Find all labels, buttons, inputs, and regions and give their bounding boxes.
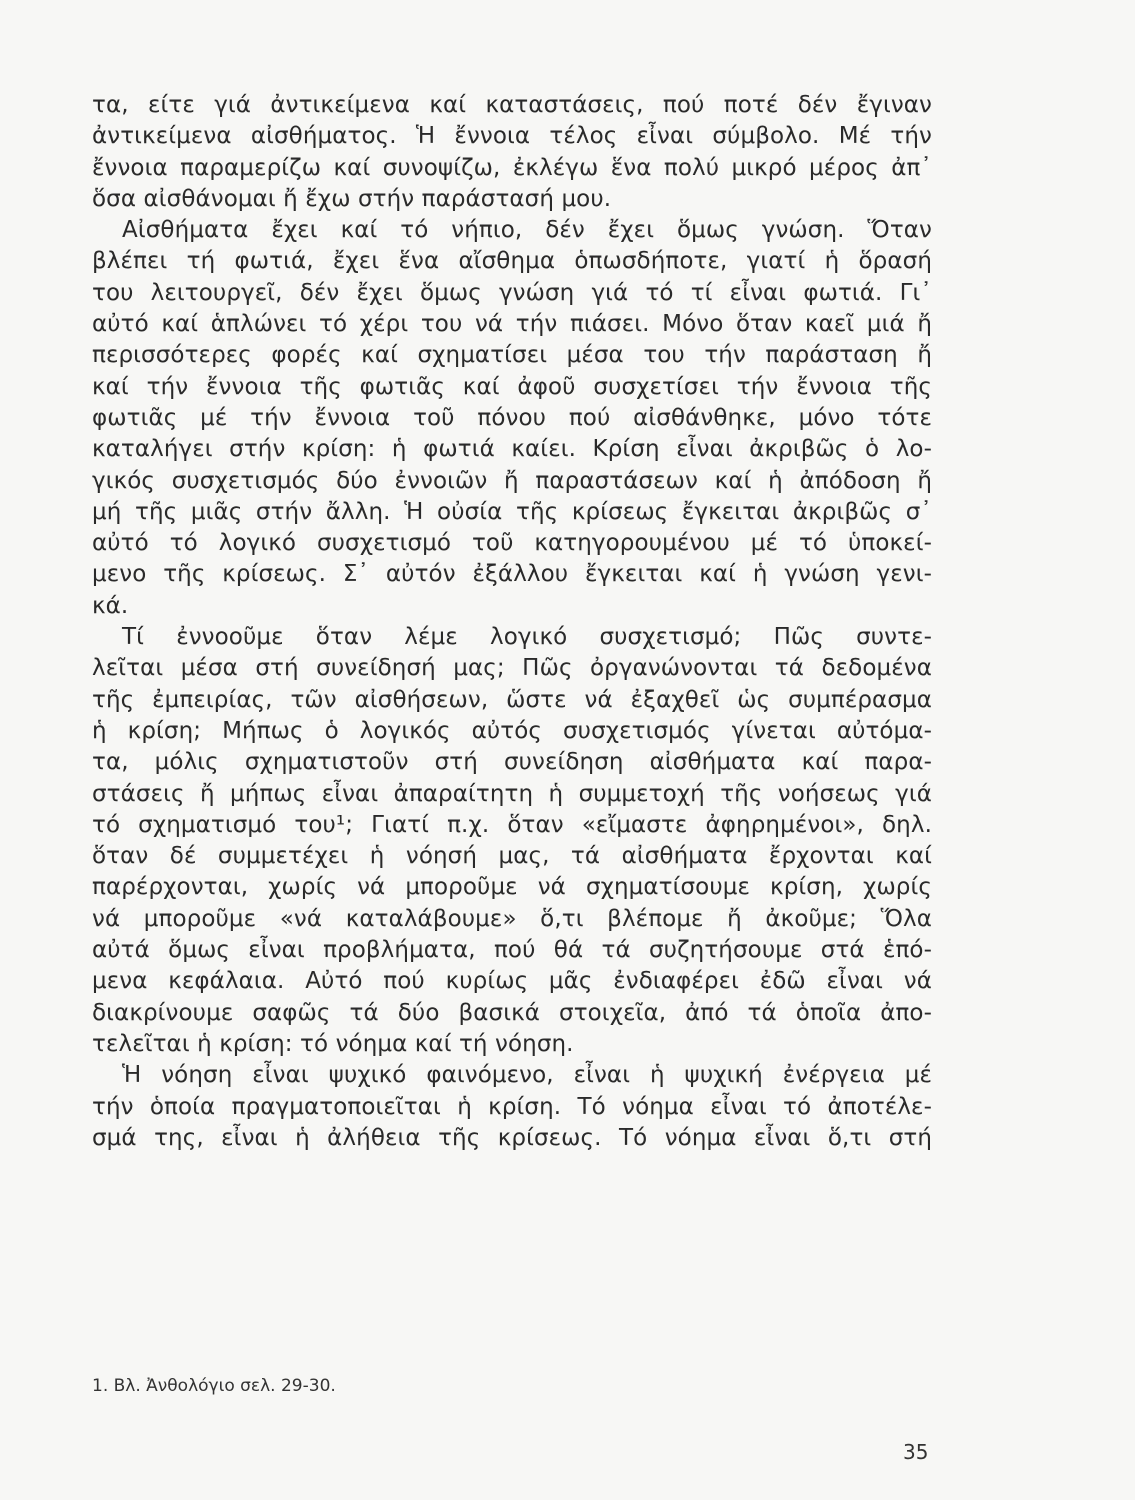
text-line: αὐτό καί ἁπλώνει τό χέρι του νά τήν πιάσει. Μόνο ὅταν καεῖ μιά ἤ: [92, 311, 932, 338]
text-line: παρέρχονται, χωρίς νά μποροῦμε νά σχηματίσουμε κρίση, χωρίς: [92, 874, 932, 901]
text-line: τα, είτε γιά ἀντικείμενα καί καταστάσεις, πού ποτέ δέν ἔγιναν: [92, 92, 932, 118]
text-line: στάσεις ἤ μήπως εἶναι ἀπαραίτητη ἡ συμμετοχή τῆς νοήσεως γιά: [92, 780, 932, 807]
page-number: 35: [903, 1440, 929, 1464]
text-line: του λειτουργεῖ, δέν ἔχει ὅμως γνώση γιά τό τί εἶναι φωτιά. Γι᾽: [92, 279, 932, 306]
text-line: τα, μόλις σχηματιστοῦν στή συνείδηση αἰσθήματα καί παρα-: [92, 749, 932, 776]
text-line: ὅταν δέ συμμετέχει ἡ νόησή μας, τά αἰσθήματα ἔρχονται καί: [92, 843, 932, 870]
text-line: τό σχηματισμό του¹; Γιατί π.χ. ὅταν «εἴμαστε ἀφηρημένοι», δηλ.: [92, 811, 932, 838]
text-line: σμά της, εἶναι ἡ ἀλήθεια τῆς κρίσεως. Τό νόημα εἶναι ὅ,τι στή: [92, 1124, 932, 1151]
text-line: Ἡ νόηση εἶναι ψυχικό φαινόμενο, εἶναι ἡ ψυχική ἐνέργεια μέ: [122, 1062, 932, 1089]
text-line: λεῖται μέσα στή συνείδησή μας; Πῶς ὀργανώνονται τά δεδομένα: [92, 655, 932, 682]
text-line: ἔννοια παραμερίζω καί συνοψίζω, ἐκλέγω ἕνα πολύ μικρό μέρος ἀπ᾽: [92, 154, 932, 181]
body-text: [92, 90, 932, 1154]
text-line: βλέπει τή φωτιά, ἔχει ἕνα αἴσθημα ὁπωσδήποτε, γιατί ἡ ὅρασή: [92, 248, 932, 275]
text-line: διακρίνουμε σαφῶς τά δύο βασικά στοιχεῖα, ἀπό τά ὁποῖα ἀπο-: [92, 999, 932, 1026]
text-line: μή τῆς μιᾶς στήν ἄλλη. Ἡ οὐσία τῆς κρίσεως ἔγκειται ἀκριβῶς σ᾽: [92, 498, 932, 525]
text-line: καταλήγει στήν κρίση: ἡ φωτιά καίει. Κρίση εἶναι ἀκριβῶς ὁ λο-: [92, 436, 932, 463]
text-line: φωτιᾶς μέ τήν ἔννοια τοῦ πόνου πού αἰσθάνθηκε, μόνο τότε: [92, 404, 932, 431]
text-line: περισσότερες φορές καί σχηματίσει μέσα του τήν παράσταση ἤ: [92, 342, 932, 369]
text-line: αὐτό τό λογικό συσχετισμό τοῦ κατηγορουμένου μέ τό ὑποκεί-: [92, 530, 932, 557]
text-line: μενα κεφάλαια. Αὐτό πού κυρίως μᾶς ἐνδιαφέρει ἐδῶ εἶναι νά: [92, 968, 932, 995]
text-line: νά μποροῦμε «νά καταλάβουμε» ὅ,τι βλέπομε ἤ ἀκοῦμε; Ὅλα: [92, 905, 932, 932]
text-line: τήν ὁποία πραγματοποιεῖται ἡ κρίση. Τό νόημα εἶναι τό ἀποτέλε-: [92, 1093, 932, 1120]
text-line: ἀντικείμενα αἰσθήματος. Ἡ ἔννοια τέλος εἶναι σύμβολο. Μέ τήν: [92, 123, 932, 150]
text-line: τῆς ἐμπειρίας, τῶν αἰσθήσεων, ὥστε νά ἐξαχθεῖ ὡς συμπέρασμα: [92, 686, 932, 713]
text-line: μενο τῆς κρίσεως. Σ᾽ αὐτόν ἐξάλλου ἔγκειται καί ἡ γνώση γενι-: [92, 561, 932, 588]
text-line: Αἰσθήματα ἔχει καί τό νήπιο, δέν ἔχει ὅμως γνώση. Ὅταν: [122, 217, 932, 244]
text-line: ὅσα αἰσθάνομαι ἤ ἔχω στήν παράστασή μου.: [92, 185, 612, 212]
text-line: καί τήν ἔννοια τῆς φωτιᾶς καί ἀφοῦ συσχετίσει τήν ἔννοια τῆς: [92, 373, 932, 400]
text-line: αὐτά ὅμως εἶναι προβλήματα, πού θά τά συζητήσουμε στά ἑπό-: [92, 937, 932, 964]
text-line: ἡ κρίση; Μήπως ὁ λογικός αὐτός συσχετισμός γίνεται αὐτόμα-: [92, 717, 932, 744]
text-line: κά.: [92, 592, 129, 619]
footnote: 1. Βλ. Ἀνθολόγιο σελ. 29-30.: [92, 1376, 336, 1396]
text-line: γικός συσχετισμός δύο ἐννοιῶν ἤ παραστάσεων καί ἡ ἀπόδοση ἤ: [92, 467, 932, 494]
text-line: τελεῖται ἡ κρίση: τό νόημα καί τή νόηση.: [92, 1030, 574, 1057]
text-line: Τί ἐννοοῦμε ὅταν λέμε λογικό συσχετισμό; Πῶς συντε-: [122, 624, 932, 651]
